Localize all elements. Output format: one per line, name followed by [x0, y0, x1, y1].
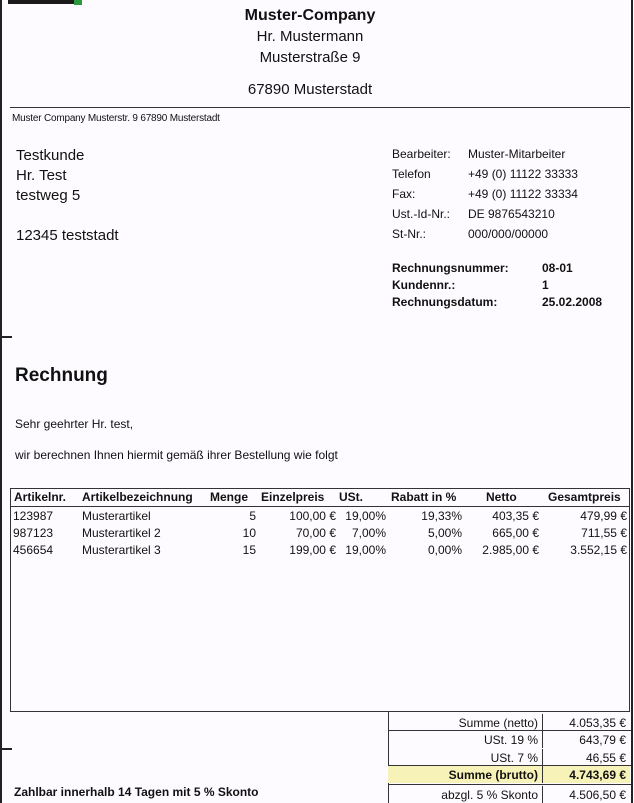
fold-mark-top	[8, 0, 82, 4]
contact-label: Ust.-Id-Nr.:	[392, 207, 451, 221]
total-gross-value: 4.743,69 €	[569, 768, 626, 782]
totals-separator	[388, 784, 631, 785]
total-label: Summe (brutto)	[448, 768, 538, 782]
company-street: Musterstraße 9	[259, 49, 361, 66]
header-quantity: Menge	[210, 490, 249, 504]
cell-unit-price: 199,00 €	[289, 543, 336, 557]
total-label: USt. 7 %	[490, 751, 538, 765]
fold-mark-accent	[74, 0, 82, 5]
payment-terms: Zahlbar innerhalb 14 Tagen mit 5 % Skonto	[14, 785, 259, 799]
contact-label: St-Nr.:	[392, 227, 427, 241]
total-net-value: 4.053,35 €	[569, 716, 626, 730]
cell-description: Musterartikel	[82, 509, 151, 523]
recipient-city: 12345 teststadt	[16, 227, 119, 244]
invoice-info-row	[392, 295, 602, 312]
header-article-number: Artikelnr.	[14, 490, 67, 504]
cell-article-number: 456654	[13, 543, 54, 557]
vat19-value: 643,79 €	[579, 733, 626, 747]
contact-info	[392, 147, 578, 247]
cell-unit-price: 70,00 €	[295, 526, 336, 540]
recipient-address	[16, 146, 119, 246]
recipient-person: Hr. Test	[16, 167, 67, 184]
cell-total: 3.552,15 €	[570, 543, 627, 557]
totals-separator	[388, 765, 631, 766]
company-contact-person: Hr. Mustermann	[256, 28, 364, 45]
invoice-info	[392, 261, 602, 312]
invoice-number: 08-01	[542, 261, 573, 275]
cell-total: 479,99 €	[580, 509, 627, 523]
cell-article-number: 987123	[13, 526, 54, 540]
customer-number: 1	[542, 278, 549, 292]
contact-label: Bearbeiter:	[392, 147, 451, 161]
contact-label: Telefon	[392, 167, 431, 181]
invoice-info-label: Rechnungsnummer:	[392, 261, 509, 275]
table-row	[10, 543, 630, 560]
totals-separator	[388, 730, 631, 731]
fold-mark-left	[2, 336, 12, 338]
total-gross-row	[388, 766, 630, 783]
header-divider	[10, 107, 630, 108]
cell-quantity: 5	[249, 509, 256, 523]
recipient-street: testweg 5	[16, 187, 81, 204]
total-label: Summe (netto)	[458, 716, 538, 730]
cell-quantity: 10	[242, 526, 256, 540]
contact-label: Fax:	[392, 187, 416, 201]
cell-article-number: 123987	[13, 509, 54, 523]
cell-net: 665,00 €	[492, 526, 539, 540]
header-unit-price: Einzelpreis	[261, 490, 325, 504]
recipient-name: Testkunde	[16, 147, 85, 164]
invoice-info-label: Kundennr.:	[392, 278, 456, 292]
total-label: abzgl. 5 % Skonto	[441, 788, 538, 802]
contact-row	[392, 207, 578, 227]
intro-text: wir berechnen Ihnen hiermit gemäß ihrer Bestellung wie folgt	[15, 448, 338, 462]
invoice-info-row	[392, 261, 602, 278]
cell-quantity: 15	[242, 543, 256, 557]
cell-net: 2.985,00 €	[482, 543, 539, 557]
contact-row	[392, 167, 578, 187]
company-header	[0, 6, 620, 100]
page-border-right	[631, 0, 633, 803]
invoice-info-row	[392, 278, 602, 295]
company-city: 67890 Musterstadt	[247, 81, 373, 98]
sender-line: Muster Company Musterstr. 9 67890 Musterstadt	[12, 113, 220, 124]
vat19-row	[388, 731, 630, 748]
cell-discount: 19,33%	[421, 509, 462, 523]
total-net-row	[388, 714, 630, 731]
contact-row	[392, 227, 578, 247]
cell-vat: 7,00%	[351, 526, 386, 540]
vat7-row	[388, 749, 630, 766]
cell-vat: 19,00%	[345, 543, 386, 557]
cell-vat: 19,00%	[345, 509, 386, 523]
header-description: Artikelbezeichnung	[82, 490, 193, 504]
table-row	[10, 509, 630, 526]
header-net: Netto	[486, 490, 517, 504]
contact-row	[392, 147, 578, 167]
table-row	[10, 526, 630, 543]
skonto-row	[388, 786, 630, 803]
document-title: Rechnung	[15, 365, 108, 386]
fold-mark-left-lower	[2, 748, 12, 750]
skonto-value: 4.506,50 €	[569, 788, 626, 802]
table-header	[10, 488, 630, 507]
cell-description: Musterartikel 3	[82, 543, 161, 557]
vat7-value: 46,55 €	[585, 751, 626, 765]
cell-discount: 5,00%	[427, 526, 462, 540]
contact-value: +49 (0) 11122 33333	[468, 167, 578, 181]
cell-discount: 0,00%	[427, 543, 462, 557]
page-border-left	[0, 0, 2, 803]
contact-row	[392, 187, 578, 207]
invoice-info-label: Rechnungsdatum:	[392, 295, 498, 309]
contact-value: Muster-Mitarbeiter	[468, 147, 566, 161]
cell-description: Musterartikel 2	[82, 526, 161, 540]
cell-total: 711,55 €	[581, 526, 627, 540]
cell-net: 403,35 €	[492, 509, 539, 523]
invoice-date: 25.02.2008	[542, 295, 603, 309]
contact-value: +49 (0) 11122 33334	[468, 187, 578, 201]
company-name: Muster-Company	[244, 7, 376, 24]
header-discount: Rabatt in %	[391, 490, 457, 504]
header-total: Gesamtpreis	[548, 490, 621, 504]
header-vat: USt.	[339, 490, 363, 504]
total-label: USt. 19 %	[483, 733, 538, 747]
contact-value: 000/000/00000	[468, 227, 549, 241]
contact-value: DE 9876543210	[468, 207, 555, 221]
cell-unit-price: 100,00 €	[289, 509, 336, 523]
greeting: Sehr geehrter Hr. test,	[15, 417, 134, 431]
